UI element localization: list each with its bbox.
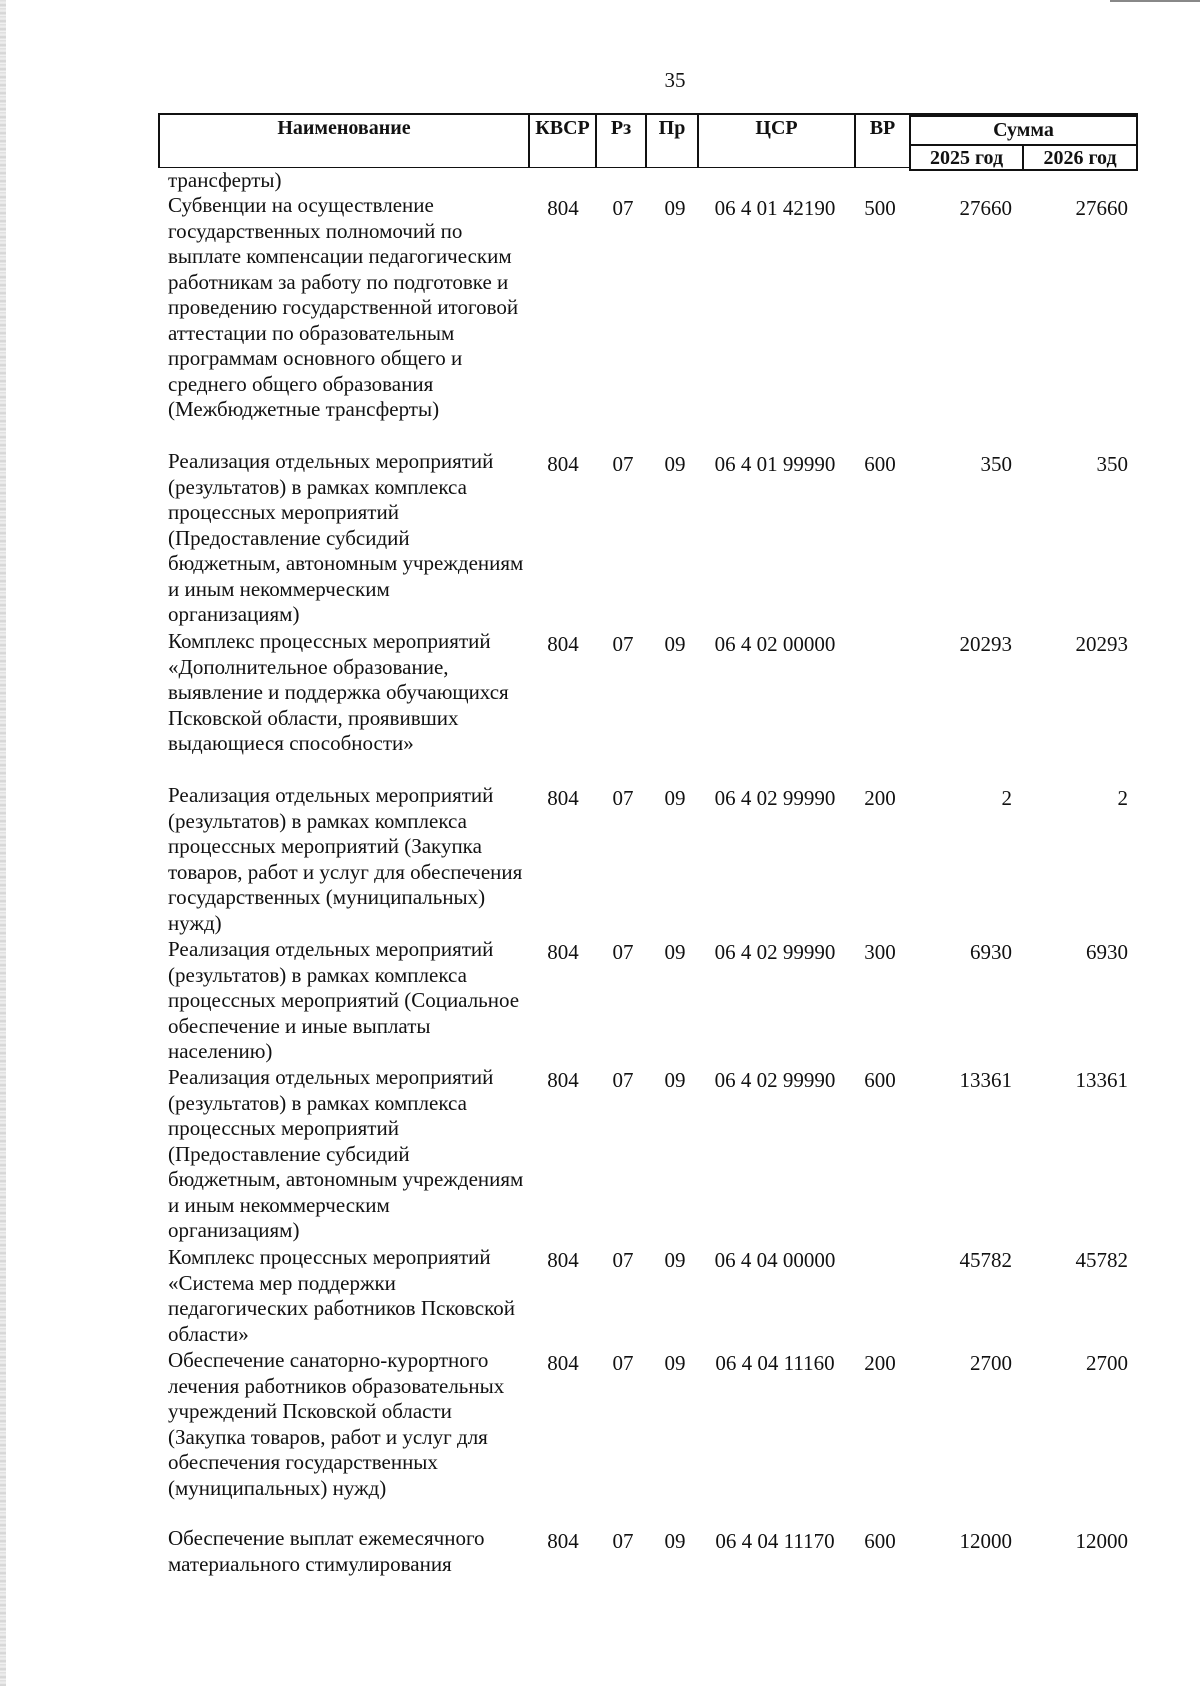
row-rz: 07	[612, 452, 634, 476]
row-vr: 200	[864, 1351, 896, 1375]
row-sum-2026: 12000	[1075, 1529, 1128, 1553]
row-kvsr: 804	[547, 1068, 579, 1092]
row-name: трансферты)	[168, 168, 282, 192]
row-sum-2025: 20293	[959, 632, 1012, 656]
row-pr: 09	[664, 940, 686, 964]
row-pr: 09	[664, 196, 686, 220]
row-kvsr: 804	[547, 196, 579, 220]
row-name: Реализация отдельных мероприятий (результатов) в рамках комплекса процессных мероприятий (Закупка товаров, работ и услуг для обеспечения государственных (муниципальных) нужд)	[168, 783, 523, 935]
header-year-2026: 2026 год	[1043, 147, 1117, 169]
row-sum-2025: 350	[980, 452, 1012, 476]
row-kvsr: 804	[547, 452, 579, 476]
row-vr: 600	[864, 1529, 896, 1553]
table-header	[158, 113, 1138, 171]
row-pr: 09	[664, 1248, 686, 1272]
header-name: Наименование	[277, 117, 411, 139]
row-rz: 07	[612, 1068, 634, 1092]
header-kvsr: КВСР	[535, 117, 590, 139]
row-name: Реализация отдельных мероприятий (результатов) в рамках комплекса процессных мероприятий (Предоставление субсидий бюджетным, автономным учреждениям и иным некоммерческим организациям)	[168, 1065, 524, 1242]
row-pr: 09	[664, 1351, 686, 1375]
row-pr: 09	[664, 452, 686, 476]
row-kvsr: 804	[547, 786, 579, 810]
scan-edge-top	[1110, 0, 1200, 2]
row-csr: 06 4 04 11170	[715, 1529, 835, 1553]
row-vr: 600	[864, 1068, 896, 1092]
row-vr: 200	[864, 786, 896, 810]
row-kvsr: 804	[547, 1529, 579, 1553]
row-sum-2026: 20293	[1075, 632, 1128, 656]
scan-edge-left	[0, 0, 6, 1686]
row-pr: 09	[664, 1529, 686, 1553]
row-pr: 09	[664, 1068, 686, 1092]
row-rz: 07	[612, 940, 634, 964]
row-vr: 500	[864, 196, 896, 220]
row-sum-2026: 45782	[1075, 1248, 1128, 1272]
row-kvsr: 804	[547, 1248, 579, 1272]
row-rz: 07	[612, 632, 634, 656]
row-csr: 06 4 04 11160	[715, 1351, 835, 1375]
row-sum-2025: 2700	[970, 1351, 1012, 1375]
row-name: Субвенции на осуществление государственных полномочий по выплате компенсации педагогическим работникам за работу по подготовке и проведению государственной итоговой аттестации по образовательным программам основного общего и среднего общего образования (Межбюджетные трансферты)	[168, 193, 519, 421]
header-csr: ЦСР	[755, 117, 798, 139]
row-name: Комплекс процессных мероприятий «Дополнительное образование, выявление и поддержка обучающихся Псковской области, проявивших выдающиеся способности»	[168, 629, 509, 755]
header-sum: Сумма	[993, 119, 1054, 141]
row-csr: 06 4 02 99990	[714, 1068, 836, 1092]
row-sum-2025: 45782	[959, 1248, 1012, 1272]
row-csr: 06 4 01 42190	[714, 196, 836, 220]
row-sum-2025: 27660	[959, 196, 1012, 220]
row-csr: 06 4 02 00000	[714, 632, 836, 656]
row-name: Комплекс процессных мероприятий «Система мер поддержки педагогических работников Псковской области»	[168, 1245, 515, 1346]
row-rz: 07	[612, 196, 634, 220]
sum-border-right	[1136, 115, 1138, 171]
row-name: Обеспечение выплат ежемесячного материального стимулирования	[168, 1526, 485, 1576]
header-year-2025: 2025 год	[929, 147, 1004, 169]
row-name: Обеспечение санаторно-курортного лечения работников образовательных учреждений Псковской области (Закупка товаров, работ и услуг для обеспечения государственных (муниципальных) нужд)	[168, 1348, 505, 1500]
row-sum-2026: 13361	[1075, 1068, 1128, 1092]
row-vr: 300	[864, 940, 896, 964]
row-sum-2025: 13361	[959, 1068, 1012, 1092]
row-kvsr: 804	[547, 940, 579, 964]
row-sum-2026: 2	[1117, 786, 1128, 810]
row-sum-2026: 6930	[1086, 940, 1128, 964]
row-rz: 07	[612, 1529, 634, 1553]
row-csr: 06 4 02 99990	[714, 940, 836, 964]
header-vr: ВР	[869, 117, 896, 139]
row-sum-2025: 2	[1001, 786, 1012, 810]
row-csr: 06 4 01 99990	[714, 452, 836, 476]
row-sum-2025: 12000	[959, 1529, 1012, 1553]
row-csr: 06 4 02 99990	[714, 786, 836, 810]
sum-border-top	[909, 115, 1138, 117]
page-number: 35	[664, 68, 686, 92]
row-vr: 600	[864, 452, 896, 476]
row-rz: 07	[612, 786, 634, 810]
header-pr: Пр	[658, 117, 686, 139]
row-pr: 09	[664, 632, 686, 656]
row-sum-2026: 27660	[1075, 196, 1128, 220]
row-rz: 07	[612, 1351, 634, 1375]
row-sum-2026: 2700	[1086, 1351, 1128, 1375]
row-sum-2026: 350	[1096, 452, 1128, 476]
row-csr: 06 4 04 00000	[714, 1248, 836, 1272]
row-name: Реализация отдельных мероприятий (результатов) в рамках комплекса процессных мероприятий (Предоставление субсидий бюджетным, автономным учреждениям и иным некоммерческим организациям)	[168, 449, 524, 626]
row-kvsr: 804	[547, 632, 579, 656]
header-rz: Рз	[610, 117, 632, 139]
row-pr: 09	[664, 786, 686, 810]
row-rz: 07	[612, 1248, 634, 1272]
row-kvsr: 804	[547, 1351, 579, 1375]
row-name: Реализация отдельных мероприятий (результатов) в рамках комплекса процессных мероприятий (Социальное обеспечение и иные выплаты населению)	[168, 937, 520, 1063]
row-sum-2025: 6930	[970, 940, 1012, 964]
